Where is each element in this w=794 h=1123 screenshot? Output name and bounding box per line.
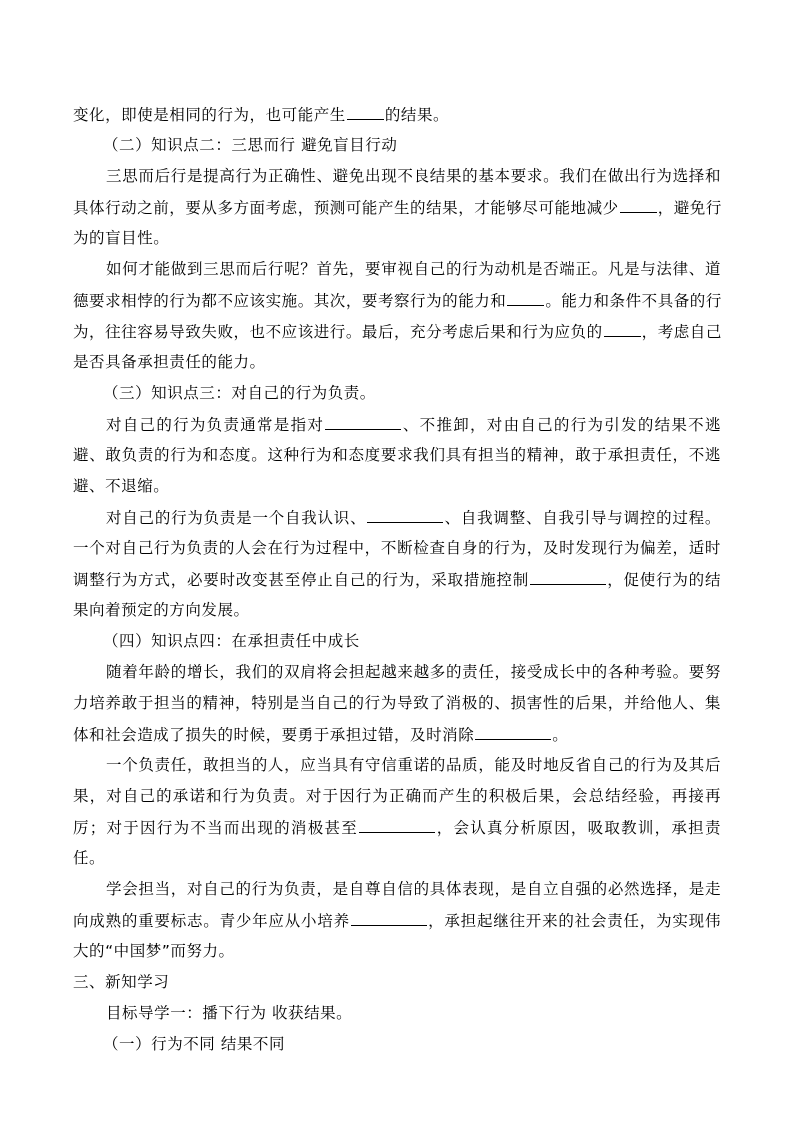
paragraph-line [106,414,721,435]
fill-in-blank[interactable] [359,817,435,833]
fill-in-blank[interactable] [347,104,384,120]
paragraph-line: 随着年龄的增长，我们的双肩将会担起越来越多的责任，接受成长中的各种考验。要努 [106,663,721,681]
section-heading: （四）知识点四：在承担责任中成长 [103,632,360,650]
paragraph-line [73,569,721,590]
paragraph-line [73,724,568,745]
fill-in-blank[interactable] [325,414,401,430]
paragraph-line: 任。 [73,849,106,867]
text-segment: 具体行动之前，要从多方面考虑，预测可能产生的结果，才能够尽可能地减少 [73,199,619,217]
paragraph-line [73,104,449,125]
text-segment: 德要求相悖的行为都不应该实施。其次，要考察行为的能力和 [73,292,507,310]
fill-in-blank[interactable] [475,724,551,740]
text-segment: 、自我调整、自我引导与调控的过程。 [444,509,721,527]
text-segment: ，避免行 [657,199,722,217]
paragraph-line [106,507,721,528]
text-segment: 变化，即使是相同的行为，也可能产生 [73,106,346,124]
paragraph-line: 一个负责任，敢担当的人，应当具有守信重诺的品质，能及时地反省自己的行为及其后 [106,756,721,774]
text-segment: ，会认真分析原因，吸取教训，承担责 [436,819,721,837]
section-heading: （二）知识点二：三思而行 避免盲目行动 [103,136,398,154]
paragraph-line: 果，对自己的承诺和行为负责。对于因行为正确而产生的积极后果，会总结经验，再接再 [73,787,721,805]
text-segment: 对自己的行为负责是一个自我认识、 [106,509,367,527]
paragraph-line: 如何才能做到三思而后行呢？首先，要审视自己的行为动机是否端正。凡是与法律、道 [106,260,721,278]
text-segment: 调整行为方式，必要时改变甚至停止自己的行为，采取措施控制 [73,571,529,589]
paragraph-line: 为的盲目性。 [73,229,170,247]
paragraph-line [73,321,721,342]
text-segment: 。 [552,726,569,744]
paragraph-line [73,197,721,218]
paragraph-line: 力培养敢于担当的精神，特别是当自己的行为导致了消极的、损害性的后果，并给他人、集 [73,694,721,712]
text-segment: 对自己的行为负责通常是指对 [106,416,325,434]
subsection-heading: 目标导学一：播下行为 收获结果。 [106,1004,353,1022]
fill-in-blank[interactable] [351,910,427,926]
text-segment: 为，往往容易导致失败，也不应该进行。最后，充分考虑后果和行为应负的 [73,323,603,341]
paragraph-line: 是否具备承担责任的能力。 [73,353,266,371]
subsection-heading: （一）行为不同 结果不同 [103,1035,286,1053]
text-segment: 、不推卸，对由自己的行为引发的结果不逃 [402,416,721,434]
text-segment: 体和社会造成了损失的时候，要勇于承担过错，及时消除 [73,726,475,744]
paragraph-line [73,817,721,838]
paragraph-line: 大的“中国梦”而努力。 [73,942,235,960]
fill-in-blank[interactable] [367,507,443,523]
fill-in-blank[interactable] [507,290,544,306]
paragraph-line: 避、敢负责的行为和态度。这种行为和态度要求我们具有担当的精神，敢于承担责任，不逃 [73,446,721,464]
paragraph-line: 一个对自己行为负责的人会在行为过程中，不断检查自身的行为，及时发现行为偏差，适时 [73,539,721,557]
text-segment: 厉；对于因行为不当而出现的消极甚至 [73,819,358,837]
paragraph-line: 三思而后行是提高行为正确性、避免出现不良结果的基本要求。我们在做出行为选择和 [106,167,721,185]
text-segment: 向成熟的重要标志。青少年应从小培养 [73,912,350,930]
fill-in-blank[interactable] [604,321,641,337]
fill-in-blank[interactable] [620,197,657,213]
paragraph-line: 果向着预定的方向发展。 [73,601,250,619]
text-segment: ，促使行为的结 [607,571,721,589]
text-segment: 。能力和条件不具备的行 [545,292,722,310]
text-segment: 的结果。 [384,106,450,124]
paragraph-line: 避、不退缩。 [73,477,170,495]
paragraph-line: 学会担当，对自己的行为负责，是自尊自信的具体表现，是自立自强的必然选择，是走 [106,880,721,898]
section-heading: （三）知识点三：对自己的行为负责。 [103,384,376,402]
text-segment: ，考虑自己 [641,323,722,341]
fill-in-blank[interactable] [530,569,606,585]
text-segment: ，承担起继往开来的社会责任，为实现伟 [427,912,721,930]
section-heading: 三、新知学习 [73,973,170,991]
paragraph-line [73,910,721,931]
paragraph-line [73,290,721,311]
